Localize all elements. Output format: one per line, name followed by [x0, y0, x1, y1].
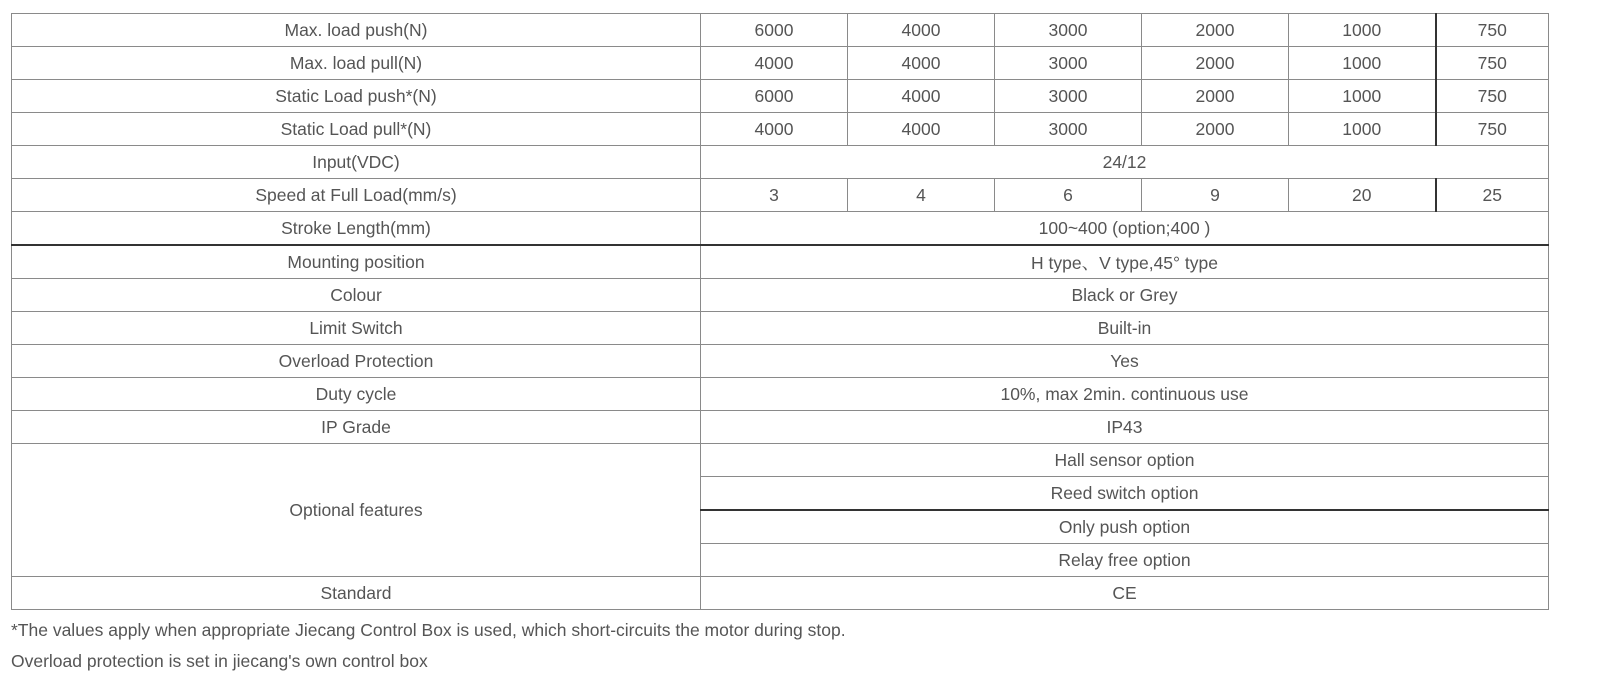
cell-value: 9: [1142, 179, 1289, 212]
row-label: Static Load pull*(N): [12, 113, 701, 146]
row-label: Duty cycle: [12, 378, 701, 411]
row-label: Max. load pull(N): [12, 47, 701, 80]
cell-value: 750: [1436, 47, 1549, 80]
cell-value: Only push option: [701, 510, 1549, 544]
table-row: [12, 113, 1549, 146]
table-row: [12, 279, 1549, 312]
row-label: Optional features: [12, 444, 701, 577]
row-label: Max. load push(N): [12, 14, 701, 47]
table-row: [12, 80, 1549, 113]
table-row: [12, 378, 1549, 411]
row-label: Input(VDC): [12, 146, 701, 179]
cell-value: 1000: [1289, 113, 1436, 146]
cell-value: Black or Grey: [701, 279, 1549, 312]
cell-value: 4000: [848, 14, 995, 47]
row-label: Overload Protection: [12, 345, 701, 378]
table-row: [12, 146, 1549, 179]
table-row: [12, 245, 1549, 279]
table-row: [12, 577, 1549, 610]
cell-value: 750: [1436, 14, 1549, 47]
footnote-overload: Overload protection is set in jiecang's own control box: [11, 651, 428, 671]
cell-value: IP43: [701, 411, 1549, 444]
table-row: [12, 14, 1549, 47]
row-label: Stroke Length(mm): [12, 212, 701, 246]
cell-value: Relay free option: [701, 544, 1549, 577]
cell-value: 750: [1436, 113, 1549, 146]
cell-value: 2000: [1142, 80, 1289, 113]
cell-value: 6: [995, 179, 1142, 212]
cell-value: 4000: [848, 113, 995, 146]
footnote-control-box: *The values apply when appropriate Jiecang Control Box is used, which short-circuits the motor during stop.: [11, 620, 846, 640]
cell-value: 1000: [1289, 14, 1436, 47]
cell-value: 3: [701, 179, 848, 212]
cell-value: 4000: [701, 113, 848, 146]
table-row: [12, 411, 1549, 444]
cell-value: 3000: [995, 80, 1142, 113]
cell-value: Yes: [701, 345, 1549, 378]
cell-value: 1000: [1289, 47, 1436, 80]
row-label: Static Load push*(N): [12, 80, 701, 113]
cell-value: 2000: [1142, 14, 1289, 47]
cell-value: 4000: [848, 47, 995, 80]
row-label: Mounting position: [12, 245, 701, 279]
cell-value: Hall sensor option: [701, 444, 1549, 477]
row-label: Speed at Full Load(mm/s): [12, 179, 701, 212]
table-row: [12, 212, 1549, 246]
cell-value: H type、V type,45° type: [701, 245, 1549, 279]
cell-value: 25: [1436, 179, 1549, 212]
cell-value: 4: [848, 179, 995, 212]
cell-value: 4000: [848, 80, 995, 113]
cell-value: 6000: [701, 14, 848, 47]
table-row: [12, 312, 1549, 345]
cell-value: 1000: [1289, 80, 1436, 113]
cell-value: 3000: [995, 47, 1142, 80]
cell-value: 10%, max 2min. continuous use: [701, 378, 1549, 411]
row-label: IP Grade: [12, 411, 701, 444]
cell-value: Reed switch option: [701, 477, 1549, 511]
table-row: [12, 47, 1549, 80]
cell-value: 2000: [1142, 47, 1289, 80]
cell-value: 20: [1289, 179, 1436, 212]
row-label: Colour: [12, 279, 701, 312]
cell-value: 3000: [995, 113, 1142, 146]
row-label: Standard: [12, 577, 701, 610]
spec-table: [11, 13, 1549, 610]
cell-value: Built-in: [701, 312, 1549, 345]
cell-value: CE: [701, 577, 1549, 610]
cell-value: 4000: [701, 47, 848, 80]
table-row: [12, 444, 1549, 477]
row-label: Limit Switch: [12, 312, 701, 345]
table-row: [12, 179, 1549, 212]
cell-value: 24/12: [701, 146, 1549, 179]
cell-value: 3000: [995, 14, 1142, 47]
cell-value: 100~400 (option;400 ): [701, 212, 1549, 246]
cell-value: 6000: [701, 80, 848, 113]
cell-value: 2000: [1142, 113, 1289, 146]
cell-value: 750: [1436, 80, 1549, 113]
table-row: [12, 345, 1549, 378]
